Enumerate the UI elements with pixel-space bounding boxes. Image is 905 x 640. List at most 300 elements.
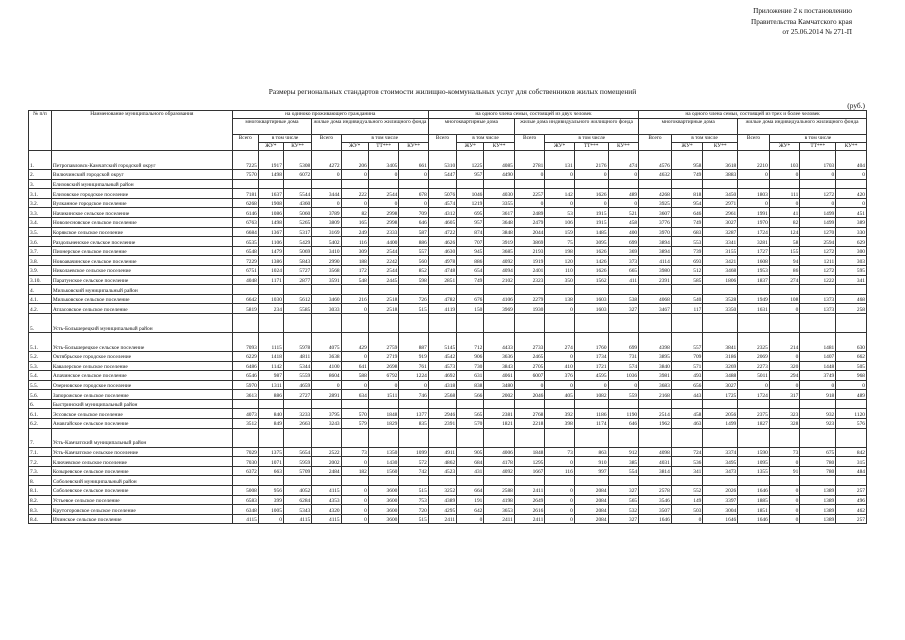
row-number: 3.1. (29, 189, 52, 199)
value-cell: 73 (341, 447, 368, 457)
row-number: 3.2. (29, 198, 52, 208)
municipality-name: Апачинское сельское поселение (51, 371, 232, 381)
value-cell: 328 (769, 419, 800, 429)
value-cell: 1562 (574, 275, 608, 285)
value-cell: 572 (399, 457, 429, 467)
value-cell: 4115 (232, 514, 258, 524)
value-cell (232, 428, 258, 447)
value-cell: 2522 (312, 447, 341, 457)
value-cell: 5654 (283, 447, 311, 457)
value-cell: 2733 (514, 332, 545, 351)
value-cell: 0 (258, 514, 283, 524)
value-cell (312, 476, 341, 486)
value-cell: 3600 (368, 505, 399, 515)
value-cell: 678 (399, 189, 429, 199)
value-cell (368, 399, 399, 409)
value-cell: 0 (457, 514, 484, 524)
value-cell: 124 (769, 227, 800, 237)
municipality-name: Пионерское сельское поселение (51, 246, 232, 256)
value-cell: 6583 (232, 495, 258, 505)
value-cell: 945 (457, 246, 484, 256)
value-cell: 5959 (283, 457, 311, 467)
value-cell: 1099 (399, 447, 429, 457)
value-cell: 2257 (514, 189, 545, 199)
municipality-name: Ичинское сельское поселение (51, 514, 232, 524)
value-cell: 0 (800, 170, 836, 180)
value-cell: 2411 (428, 514, 456, 524)
value-cell: 0 (769, 304, 800, 314)
value-cell: 2391 (428, 419, 456, 429)
value-cell: 910 (574, 457, 608, 467)
value-cell: 0 (800, 380, 836, 390)
value-cell: 957 (457, 217, 484, 227)
value-cell: 484 (836, 466, 867, 476)
value-cell: 4115 (312, 514, 341, 524)
value-cell: 2168 (639, 390, 672, 400)
value-cell: 0 (545, 514, 574, 524)
value-cell: 6642 (232, 294, 258, 304)
value-cell: 886 (399, 237, 429, 247)
value-cell: 3789 (312, 208, 341, 218)
value-cell: 1186 (574, 409, 608, 419)
value-cell: 4490 (484, 170, 515, 180)
value-cell (484, 313, 515, 332)
value-cell: 1885 (738, 495, 770, 505)
value-cell: 730 (457, 361, 484, 371)
value-cell (232, 179, 258, 189)
value-cell: 5069 (283, 246, 311, 256)
value-cell: 0 (399, 380, 429, 390)
value-cell: 131 (545, 151, 574, 170)
value-cell: 0 (769, 198, 800, 208)
value-cell: 2044 (514, 227, 545, 237)
value-cell: 3795 (312, 409, 341, 419)
value-cell: 274 (545, 332, 574, 351)
table-row (29, 361, 867, 371)
value-cell (258, 313, 283, 332)
value-cell: 3636 (484, 351, 515, 361)
value-cell (428, 476, 456, 486)
value-cell (671, 313, 703, 332)
value-cell: 749 (671, 170, 703, 180)
value-cell: 4389 (428, 495, 456, 505)
value-cell: 4862 (428, 457, 456, 467)
value-cell (341, 179, 368, 189)
value-cell: 373 (608, 256, 639, 266)
value-cell (703, 313, 738, 332)
row-number: 7.1. (29, 447, 52, 457)
value-cell: 2851 (428, 275, 456, 285)
value-cell (232, 285, 258, 295)
value-cell: 249 (341, 227, 368, 237)
value-cell: 0 (368, 170, 399, 180)
value-cell: 431 (457, 466, 484, 476)
value-cell: 0 (800, 198, 836, 208)
value-cell (836, 476, 867, 486)
value-cell: 165 (341, 217, 368, 227)
value-cell: 4198 (484, 495, 515, 505)
value-cell (800, 285, 836, 295)
value-cell: 2242 (368, 256, 399, 266)
value-cell: 2279 (514, 294, 545, 304)
value-cell: 932 (800, 409, 836, 419)
section-row (29, 313, 867, 332)
value-cell: 1407 (800, 351, 836, 361)
value-cell: 918 (800, 390, 836, 400)
value-cell: 182 (341, 466, 368, 476)
value-cell: 571 (671, 361, 703, 371)
header-apt: многоквартирные дома (639, 119, 738, 135)
value-cell (514, 285, 545, 295)
value-cell (574, 285, 608, 295)
value-cell: 0 (836, 170, 867, 180)
value-cell: 0 (368, 198, 399, 208)
value-cell: 1646 (703, 514, 738, 524)
value-cell: 554 (608, 466, 639, 476)
row-number: 7. (29, 428, 52, 447)
value-cell: 216 (341, 294, 368, 304)
value-cell (484, 179, 515, 189)
value-cell: 6284 (283, 495, 311, 505)
value-cell: 5308 (283, 151, 311, 170)
value-cell: 399 (258, 495, 283, 505)
value-cell: 3925 (639, 198, 672, 208)
table-row (29, 495, 867, 505)
value-cell: 2381 (484, 409, 515, 419)
row-number: 5.2. (29, 351, 52, 361)
value-cell: 4576 (639, 151, 672, 170)
value-cell (457, 285, 484, 295)
value-cell: 3269 (703, 361, 738, 371)
value-cell: 557 (671, 332, 703, 351)
value-cell (800, 428, 836, 447)
value-cell: 3169 (312, 227, 341, 237)
value-cell: 0 (514, 198, 545, 208)
municipality-name: Озерновское городское поселение (51, 380, 232, 390)
value-cell: 552 (671, 486, 703, 496)
header-zhu: ЖУ* (769, 143, 800, 151)
value-cell: 515 (399, 486, 429, 496)
value-cell: 1272 (800, 265, 836, 275)
value-cell: 4542 (428, 351, 456, 361)
value-cell: 7030 (232, 457, 258, 467)
table-row (29, 189, 867, 199)
value-cell: 699 (608, 332, 639, 351)
table-row (29, 217, 867, 227)
value-cell: 1071 (258, 457, 283, 467)
value-cell: 1760 (574, 332, 608, 351)
municipality-name: Вилючинский городской округ (51, 170, 232, 180)
value-cell: 566 (457, 390, 484, 400)
value-cell: 468 (836, 294, 867, 304)
section-row (29, 476, 867, 486)
value-cell: 579 (341, 419, 368, 429)
value-cell: 4100 (312, 361, 341, 371)
value-cell: 3512 (232, 419, 258, 429)
value-cell: 0 (545, 457, 574, 467)
value-cell: 6546 (232, 371, 258, 381)
value-cell (545, 428, 574, 447)
row-number: 5.5. (29, 380, 52, 390)
value-cell: 376 (545, 371, 574, 381)
value-cell (399, 399, 429, 409)
value-cell (399, 428, 429, 447)
value-cell: 1603 (574, 294, 608, 304)
value-cell: 1389 (800, 505, 836, 515)
value-cell: 327 (608, 486, 639, 496)
value-cell (671, 428, 703, 447)
value-cell: 1030 (258, 294, 283, 304)
value-cell: 874 (457, 227, 484, 237)
header-incl: в том числе (671, 135, 737, 143)
value-cell (574, 399, 608, 409)
value-cell: 3033 (312, 304, 341, 314)
value-cell: 4272 (312, 151, 341, 170)
value-cell: 2411 (514, 514, 545, 524)
value-cell: 1373 (800, 304, 836, 314)
value-cell: 1848 (514, 447, 545, 457)
value-cell: 3374 (703, 447, 738, 457)
value-cell: 1915 (574, 217, 608, 227)
table-row (29, 409, 867, 419)
municipality-name: Усть-Камчатский муниципальный район (51, 428, 232, 447)
header-apt: многоквартирные дома (232, 119, 312, 135)
value-cell: 1225 (457, 151, 484, 170)
header-incl: в том числе (457, 135, 515, 143)
table-row (29, 351, 867, 361)
value-cell: 0 (769, 495, 800, 505)
value-cell: 1829 (368, 419, 399, 429)
value-cell: 1930 (514, 304, 545, 314)
value-cell: 5970 (232, 380, 258, 390)
value-cell: 489 (836, 390, 867, 400)
value-cell (457, 313, 484, 332)
value-cell: 462 (836, 505, 867, 515)
value-cell: 1174 (574, 419, 608, 429)
value-cell (232, 476, 258, 486)
row-number: 3.5. (29, 227, 52, 237)
value-cell (283, 428, 311, 447)
value-cell: 6751 (232, 265, 258, 275)
value-cell: 0 (545, 380, 574, 390)
value-cell: 557 (399, 246, 429, 256)
table-row (29, 256, 867, 266)
value-cell: 3495 (703, 457, 738, 467)
value-cell: 1631 (738, 304, 770, 314)
value-cell: 3568 (312, 265, 341, 275)
value-cell: 2273 (738, 361, 770, 371)
value-cell: 3981 (639, 371, 672, 381)
value-cell: 2465 (514, 351, 545, 361)
value-cell: 662 (836, 351, 867, 361)
value-cell: 2946 (428, 409, 456, 419)
value-cell (738, 313, 770, 332)
header-num: № п/п (29, 111, 52, 151)
value-cell: 330 (836, 227, 867, 237)
value-cell (769, 399, 800, 409)
municipality-name: Николаевское сельское поселение (51, 265, 232, 275)
value-cell (341, 313, 368, 332)
value-cell: 1377 (399, 409, 429, 419)
value-cell: 1908 (258, 198, 283, 208)
value-cell: 1024 (258, 265, 283, 275)
table-row (29, 198, 867, 208)
value-cell: 458 (671, 409, 703, 419)
value-cell: 3969 (484, 304, 515, 314)
value-cell: 4911 (428, 447, 456, 457)
value-cell: 2046 (514, 390, 545, 400)
value-cell: 274 (769, 275, 800, 285)
value-cell: 1095 (738, 457, 770, 467)
value-cell: 2333 (368, 227, 399, 237)
row-number: 7.3. (29, 466, 52, 476)
value-cell: 389 (836, 217, 867, 227)
value-cell (232, 313, 258, 332)
value-cell: 0 (769, 351, 800, 361)
value-cell: 574 (608, 361, 639, 371)
value-cell: 53 (545, 208, 574, 218)
row-number: 6.1. (29, 409, 52, 419)
row-number: 5.3. (29, 361, 52, 371)
value-cell: 5310 (428, 151, 456, 170)
value-cell: 4098 (639, 447, 672, 457)
value-cell: 1637 (258, 189, 283, 199)
value-cell: 4031 (639, 457, 672, 467)
header-ind: жилые дома индивидуального жилищного фонда (738, 119, 867, 135)
value-cell: 6007 (514, 371, 545, 381)
value-cell: 191 (457, 495, 484, 505)
value-cell: 923 (800, 419, 836, 429)
value-cell: 0 (769, 514, 800, 524)
value-cell: 116 (545, 466, 574, 476)
value-cell: 2891 (312, 390, 341, 400)
value-cell: 1724 (738, 227, 770, 237)
value-cell: 2961 (703, 208, 738, 218)
value-cell: 142 (545, 189, 574, 199)
header-total: Всего (428, 135, 456, 151)
value-cell (399, 285, 429, 295)
value-cell (836, 313, 867, 332)
value-cell: 4433 (484, 332, 515, 351)
value-cell: 654 (457, 265, 484, 275)
value-cell: 474 (608, 151, 639, 170)
value-cell: 4605 (428, 217, 456, 227)
value-cell: 2445 (368, 275, 399, 285)
value-cell: 58 (769, 237, 800, 247)
value-cell: 0 (545, 495, 574, 505)
value-cell: 1626 (574, 246, 608, 256)
value-cell: 2588 (484, 486, 515, 496)
value-cell: 0 (574, 198, 608, 208)
value-cell: 5612 (283, 294, 311, 304)
value-cell: 2193 (514, 246, 545, 256)
value-cell: 1120 (836, 409, 867, 419)
value-cell (484, 476, 515, 486)
header-incl: в том числе (545, 135, 639, 143)
value-cell: 565 (608, 495, 639, 505)
value-cell (545, 285, 574, 295)
value-cell: 5402 (312, 237, 341, 247)
value-cell (545, 399, 574, 409)
value-cell: 3460 (312, 294, 341, 304)
value-cell: 4075 (312, 332, 341, 351)
municipality-name: Соболевское сельское поселение (51, 486, 232, 496)
row-number: 4. (29, 285, 52, 295)
value-cell (639, 476, 672, 486)
row-number: 8.3. (29, 505, 52, 515)
value-cell (312, 179, 341, 189)
value-cell: 496 (836, 495, 867, 505)
header-total: Всего (514, 135, 545, 151)
value-cell: 6763 (232, 217, 258, 227)
value-cell: 2514 (639, 409, 672, 419)
value-cell: 4320 (312, 505, 341, 515)
value-cell: 3869 (514, 237, 545, 247)
value-cell (341, 399, 368, 409)
value-cell: 1426 (574, 256, 608, 266)
value-cell: 2649 (514, 495, 545, 505)
value-cell: 3980 (639, 265, 672, 275)
value-cell (671, 399, 703, 409)
value-cell: 1851 (738, 505, 770, 515)
value-cell: 5008 (232, 486, 258, 496)
value-cell: 3653 (484, 505, 515, 515)
table-row (29, 486, 867, 496)
value-cell (312, 313, 341, 332)
value-cell: 3480 (484, 380, 515, 390)
value-cell: 515 (399, 514, 429, 524)
value-cell: 5544 (283, 189, 311, 199)
value-cell: 2781 (514, 151, 545, 170)
value-cell: 5343 (283, 505, 311, 515)
value-cell: 2518 (368, 294, 399, 304)
value-cell: 887 (399, 332, 429, 351)
value-cell: 683 (671, 227, 703, 237)
value-cell: 709 (671, 351, 703, 361)
value-cell: 4595 (574, 371, 608, 381)
value-cell: 3648 (484, 217, 515, 227)
value-cell: 3341 (703, 237, 738, 247)
value-cell: 429 (341, 332, 368, 351)
municipality-name: Новоавачинское сельское поселение (51, 256, 232, 266)
table-row (29, 304, 867, 314)
value-cell: 2084 (574, 486, 608, 496)
value-cell (738, 399, 770, 409)
value-cell: 0 (738, 380, 770, 390)
header-zhu: ЖУ* (671, 143, 703, 151)
value-cell: 1821 (484, 419, 515, 429)
value-cell (283, 179, 311, 189)
value-cell: 234 (258, 304, 283, 314)
value-cell: 5265 (283, 217, 311, 227)
row-number: 3.7. (29, 246, 52, 256)
value-cell: 0 (769, 486, 800, 496)
value-cell: 5559 (283, 371, 311, 381)
row-number: 5.1. (29, 332, 52, 351)
value-cell: 300 (836, 246, 867, 256)
value-cell: 6268 (232, 198, 258, 208)
value-cell: 3473 (703, 466, 738, 476)
header-total: Всего (312, 135, 341, 151)
value-cell (399, 179, 429, 189)
value-cell: 392 (545, 409, 574, 419)
value-cell: 1724 (738, 390, 770, 400)
value-cell: 320 (769, 361, 800, 371)
value-cell: 7181 (232, 189, 258, 199)
value-cell: 451 (836, 208, 867, 218)
value-cell: 398 (545, 419, 574, 429)
value-cell: 1590 (738, 447, 770, 457)
